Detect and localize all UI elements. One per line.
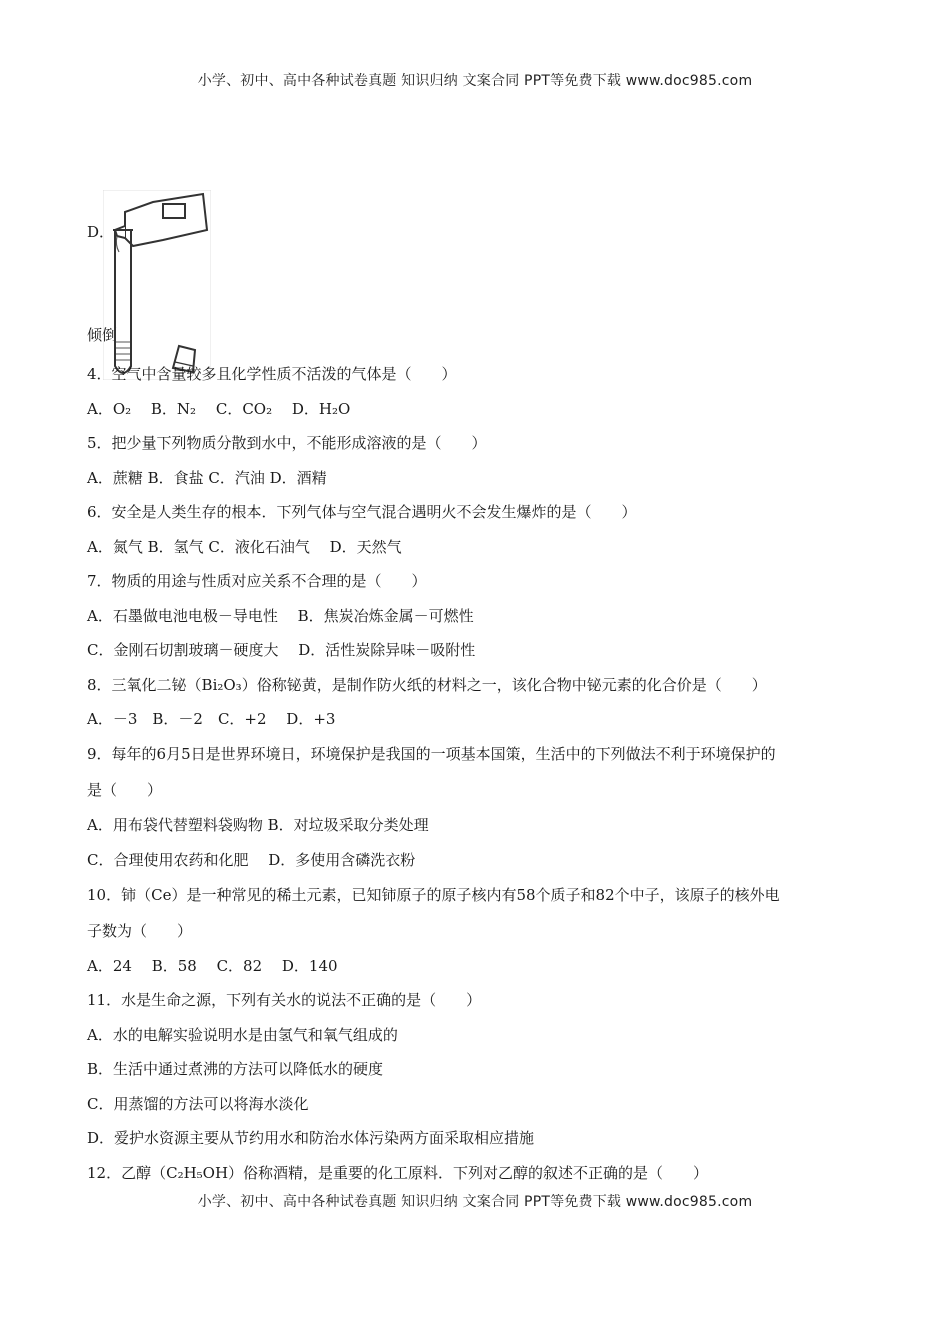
option-d-label: D．	[87, 223, 115, 241]
question-9-options-cd: C．合理使用农药和化肥 D．多使用含磷洗衣粉	[87, 851, 416, 869]
question-9: 9．每年的6月5日是世界环境日，环境保护是我国的一项基本国策，生活中的下列做法不利于环境保护的	[87, 745, 776, 763]
question-4: 4．空气中含量较多且化学性质不活泼的气体是（ ）	[87, 365, 457, 383]
pouring-liquid-figure	[103, 190, 211, 380]
test-tube-icon	[113, 230, 133, 373]
question-10: 10．铈（Ce）是一种常见的稀土元素，已知铈原子的原子核内有58个质子和82个中子，该原子的核外电	[87, 886, 780, 904]
question-6-options: A．氮气 B．氢气 C．液化石油气 D．天然气	[87, 538, 402, 556]
question-5: 5．把少量下列物质分散到水中，不能形成溶液的是（ ）	[87, 434, 487, 452]
question-9-options-ab: A．用布袋代替塑料袋购物 B．对垃圾采取分类处理	[87, 816, 429, 834]
reagent-bottle-icon	[115, 194, 207, 246]
page-footer: 小学、初中、高中各种试卷真题 知识归纳 文案合同 PPT等免费下载 www.doc985.com	[197, 1194, 753, 1210]
question-11: 11．水是生命之源，下列有关水的说法不正确的是（ ）	[87, 991, 482, 1009]
question-10-cont: 子数为（ ）	[87, 922, 193, 940]
question-7-options-cd: C．金刚石切割玻璃－硬度大 D．活性炭除异味－吸附性	[87, 641, 476, 659]
question-11-option-d: D．爱护水资源主要从节约用水和防治水体污染两方面采取相应措施	[87, 1129, 535, 1147]
page-header: 小学、初中、高中各种试卷真题 知识归纳 文案合同 PPT等免费下载 www.doc985.com	[197, 73, 753, 89]
question-10-options: A．24 B．58 C．82 D．140	[87, 957, 338, 975]
question-7: 7．物质的用途与性质对应关系不合理的是（ ）	[87, 572, 427, 590]
question-11-option-a: A．水的电解实验说明水是由氢气和氧气组成的	[87, 1026, 398, 1044]
question-4-options: A．O₂ B．N₂ C．CO₂ D．H₂O	[87, 400, 351, 418]
figure-caption: 倾倒	[87, 326, 118, 344]
liquid-stream-icon	[116, 236, 119, 252]
question-7-options-ab: A．石墨做电池电极－导电性 B．焦炭冶炼金属－可燃性	[87, 607, 474, 625]
question-12: 12．乙醇（C₂H₅OH）俗称酒精，是重要的化工原料．下列对乙醇的叙述不正确的是（ ）	[87, 1164, 709, 1182]
question-8: 8．三氧化二铋（Bi₂O₃）俗称铋黄，是制作防火纸的材料之一，该化合物中铋元素的化合价是（ ）	[87, 676, 767, 694]
question-11-option-b: B．生活中通过煮沸的方法可以降低水的硬度	[87, 1060, 384, 1078]
question-5-options: A．蔗糖 B．食盐 C．汽油 D．酒精	[87, 469, 327, 487]
question-8-options: A．－3 B．－2 C．+2 D．+3	[87, 710, 336, 728]
question-6: 6．安全是人类生存的根本．下列气体与空气混合遇明火不会发生爆炸的是（ ）	[87, 503, 637, 521]
question-9-cont: 是（ ）	[87, 781, 163, 799]
question-11-option-c: C．用蒸馏的方法可以将海水淡化	[87, 1095, 309, 1113]
